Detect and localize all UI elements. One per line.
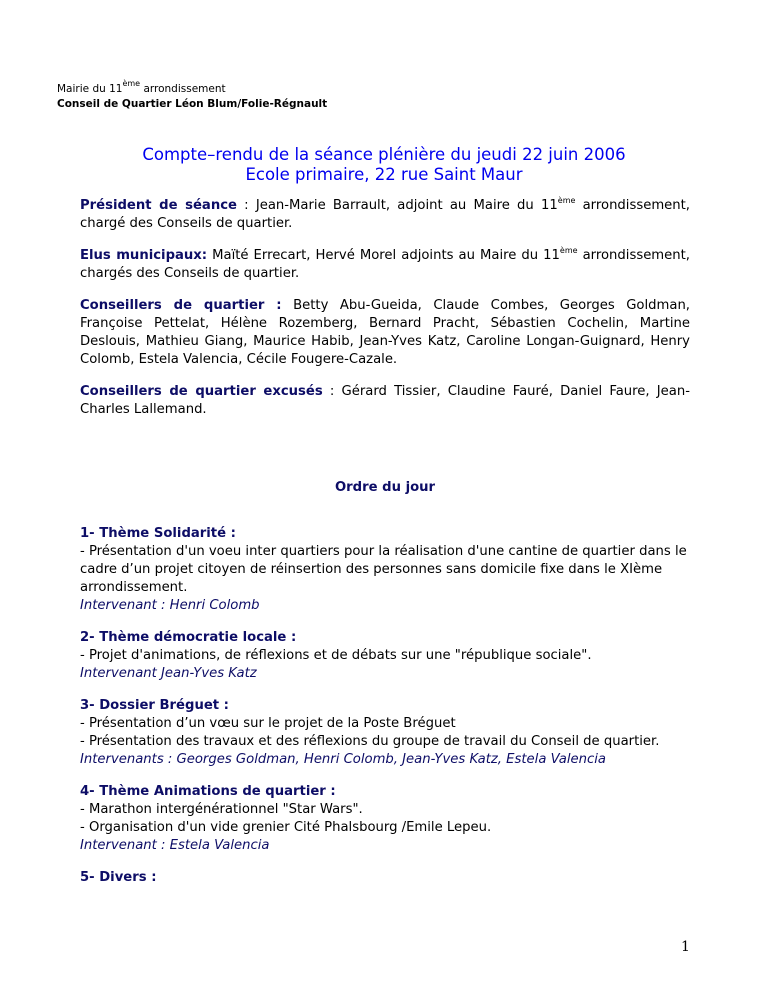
agenda-item-intervenant: Intervenant Jean-Yves Katz	[80, 666, 257, 681]
elus-text-post: arrondissement, chargés des Conseils de quartier.	[80, 248, 690, 281]
agenda-item-line: - Marathon intergénérationnel "Star Wars".	[80, 802, 363, 817]
president-text-post: arrondissement, chargé des Conseils de quartier.	[80, 198, 691, 231]
agenda-item-line: - Organisation d'un vide grenier Cité Phalsbourg /Emile Lepeu.	[80, 820, 492, 835]
president-text: : Jean-Marie Barrault, adjoint au Maire du 11	[236, 198, 558, 213]
title-line-1: Compte–rendu de la séance plénière du jeudi 22 juin 2006	[142, 145, 626, 164]
document-header	[57, 79, 328, 112]
agenda-item-title: 2- Thème démocratie locale :	[80, 630, 297, 645]
agenda-item-title: 3- Dossier Bréguet :	[80, 698, 229, 713]
mairie-line	[57, 79, 327, 97]
agenda-item-title: 1- Thème Solidarité :	[80, 526, 236, 541]
agenda-item-2	[80, 629, 690, 683]
agenda-item-line: - Présentation d’un vœu sur le projet de la Poste Bréguet	[80, 716, 456, 731]
mairie-text-post: arrondissement	[140, 83, 226, 95]
conseillers-paragraph	[80, 297, 690, 369]
mairie-sup: ème	[122, 79, 141, 88]
president-sup: ème	[557, 196, 576, 205]
document-title	[0, 145, 768, 185]
agenda-item-intervenant: Intervenant : Estela Valencia	[80, 838, 270, 853]
elus-sup: ème	[559, 246, 578, 255]
president-label: Président de séance	[80, 198, 237, 213]
page-number: 1	[681, 939, 690, 955]
agenda-item-1	[80, 525, 690, 615]
agenda-item-intervenant: Intervenants : Georges Goldman, Henri Colomb, Jean-Yves Katz, Estela Valencia	[80, 752, 606, 767]
ordre-du-jour-heading: Ordre du jour	[334, 480, 436, 495]
conseil-line: Conseil de Quartier Léon Blum/Folie-Régnault	[57, 98, 328, 110]
elus-text: Maïté Errecart, Hervé Morel adjoints au Maire du 11	[207, 248, 560, 263]
president-paragraph	[80, 197, 690, 233]
conseillers-text: Betty Abu-Gueida, Claude Combes, Georges Goldman, Françoise Pettelat, Hélène Rozemberg, Bernard Pracht, Sébastien Cochelin, Martine Deslouis, Mathieu Giang, Maurice Habib, Jean-Yves Katz, Caroline Longan-Guignard, Henry Colomb, Estela Valencia, Cécile Fougere-Cazale.	[80, 298, 690, 367]
agenda-item-3	[80, 697, 690, 769]
excuses-text: : Gérard Tissier, Claudine Fauré, Daniel Faure, Jean-Charles Lallemand.	[80, 384, 690, 417]
conseillers-label: Conseillers de quartier :	[80, 298, 282, 313]
document-body	[80, 197, 690, 901]
excuses-label: Conseillers de quartier excusés	[80, 384, 323, 399]
mairie-text: Mairie du 11	[57, 83, 123, 95]
agenda-item-title: 4- Thème Animations de quartier :	[80, 784, 336, 799]
agenda-item-line: - Présentation d'un voeu inter quartiers pour la réalisation d'une cantine de quartier dans le cadre d’un projet citoyen de réinsertion des personnes sans domicile fixe dans le XIème arrondissement.	[80, 544, 687, 595]
agenda-item-line: - Présentation des travaux et des réflexions du groupe de travail du Conseil de quartier.	[80, 734, 660, 749]
agenda-item-title: 5- Divers :	[80, 870, 157, 885]
elus-paragraph	[80, 247, 690, 283]
elus-label: Elus municipaux:	[80, 248, 208, 263]
excuses-paragraph	[80, 383, 690, 419]
title-line-2: Ecole primaire, 22 rue Saint Maur	[245, 165, 523, 184]
agenda-item-4	[80, 783, 690, 855]
agenda-item-line: - Projet d'animations, de réflexions et de débats sur une "république sociale".	[80, 648, 592, 663]
agenda-item-5	[80, 869, 690, 887]
agenda-item-intervenant: Intervenant : Henri Colomb	[80, 598, 260, 613]
